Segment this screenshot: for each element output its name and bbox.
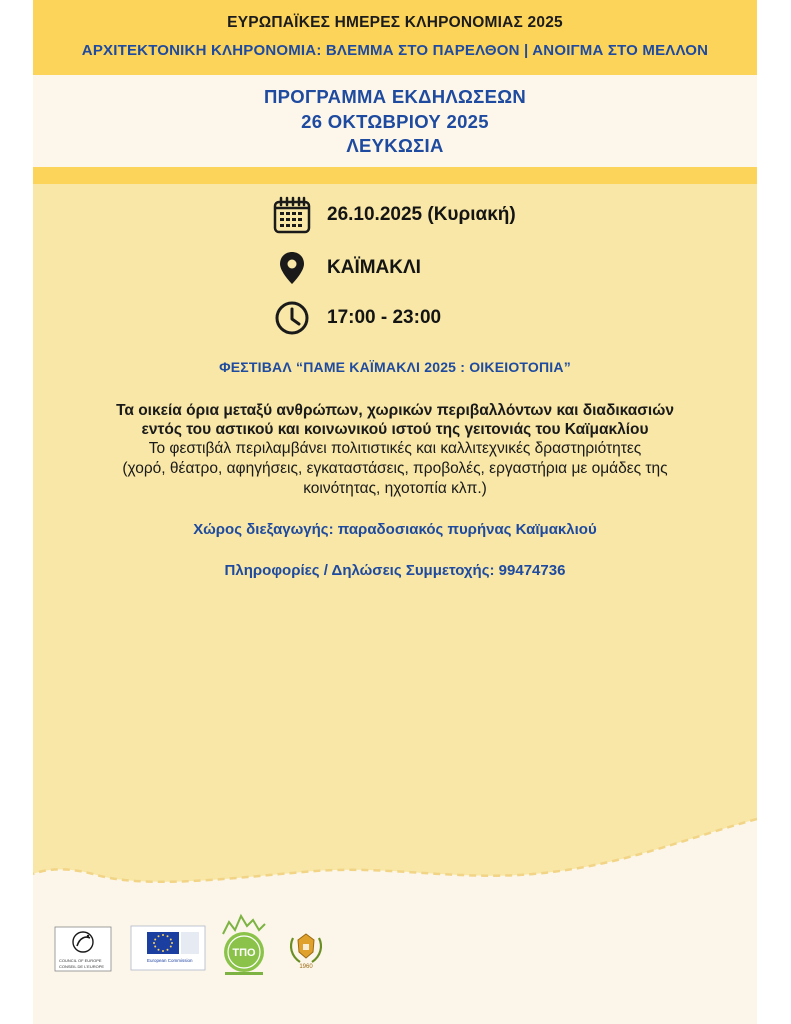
header-band xyxy=(33,0,757,75)
council-of-europe-logo xyxy=(53,925,113,973)
contact-info: Πληροφορίες / Δηλώσεις Συμμετοχής: 99474736 xyxy=(224,562,566,579)
description-line: κοινότητας, ηχοτοπία κλπ.) xyxy=(303,480,487,497)
event-location: ΚΑΪΜΑΚΛΙ xyxy=(327,257,421,278)
divider-stripe xyxy=(33,167,757,184)
event-time: 17:00 - 23:00 xyxy=(327,307,442,328)
header-title: ΕΥΡΩΠΑΪΚΕΣ ΗΜΕΡΕΣ ΚΛΗΡΟΝΟΜΙΑΣ 2025 xyxy=(227,14,563,31)
description-line: Το φεστιβάλ περιλαμβάνει πολιτιστικές και καλλιτεχνικές δραστηριότητες xyxy=(148,440,642,457)
svg-text:CONSEIL DE L'EUROPE: CONSEIL DE L'EUROPE xyxy=(59,964,105,969)
description-bold-line: Τα οικεία όρια μεταξύ ανθρώπων, χωρικών περιβαλλόντων και διαδικασιών xyxy=(116,402,674,419)
header-theme: ΑΡΧΙΤΕΚΤΟΝΙΚΗ ΚΛΗΡΟΝΟΜΙΑ: ΒΛΕΜΜΑ ΣΤΟ ΠΑΡΕΛΘΟΝ | ΑΝΟΙΓΜΑ ΣΤΟ ΜΕΛΛΟΝ xyxy=(81,42,709,59)
tpo-logo xyxy=(215,912,273,978)
venue-info: Χώρος διεξαγωγής: παραδοσιακός πυρήνας Καϊμακλιού xyxy=(193,521,597,538)
cyprus-coat-of-arms-logo xyxy=(285,928,327,970)
event-date: 26.10.2025 (Κυριακή) xyxy=(327,204,516,225)
calendar-icon xyxy=(273,196,311,234)
program-date: 26 ΟΚΤΩΒΡΙΟΥ 2025 xyxy=(301,111,489,132)
european-commission-logo xyxy=(129,920,207,978)
svg-text:European Commission: European Commission xyxy=(147,958,193,963)
description-line: (χορό, θέατρο, αφηγήσεις, εγκαταστάσεις, προβολές, εργαστήρια με ομάδες της xyxy=(122,460,668,477)
sponsor-logos xyxy=(33,910,757,980)
festival-title: ΦΕΣΤΙΒΑΛ “ΠΑΜΕ ΚΑΪΜΑΚΛΙ 2025 : ΟΙΚΕΙΟΤΟΠΙΑ” xyxy=(219,359,571,375)
svg-text:COUNCIL OF EUROPE: COUNCIL OF EUROPE xyxy=(59,958,102,963)
svg-text:1960: 1960 xyxy=(299,964,313,970)
description-bold-line: εντός του αστικού και κοινωνικού ιστού της γειτονιάς του Καϊμακλίου xyxy=(141,421,649,438)
program-city: ΛΕΥΚΩΣΙΑ xyxy=(346,135,444,156)
program-title: ΠΡΟΓΡΑΜΜΑ ΕΚΔΗΛΩΣΕΩΝ xyxy=(263,86,527,107)
map-pin-icon xyxy=(273,249,311,287)
event-poster xyxy=(33,0,757,1024)
svg-text:ΤΠΟ: ΤΠΟ xyxy=(232,947,256,959)
clock-icon xyxy=(273,299,311,337)
